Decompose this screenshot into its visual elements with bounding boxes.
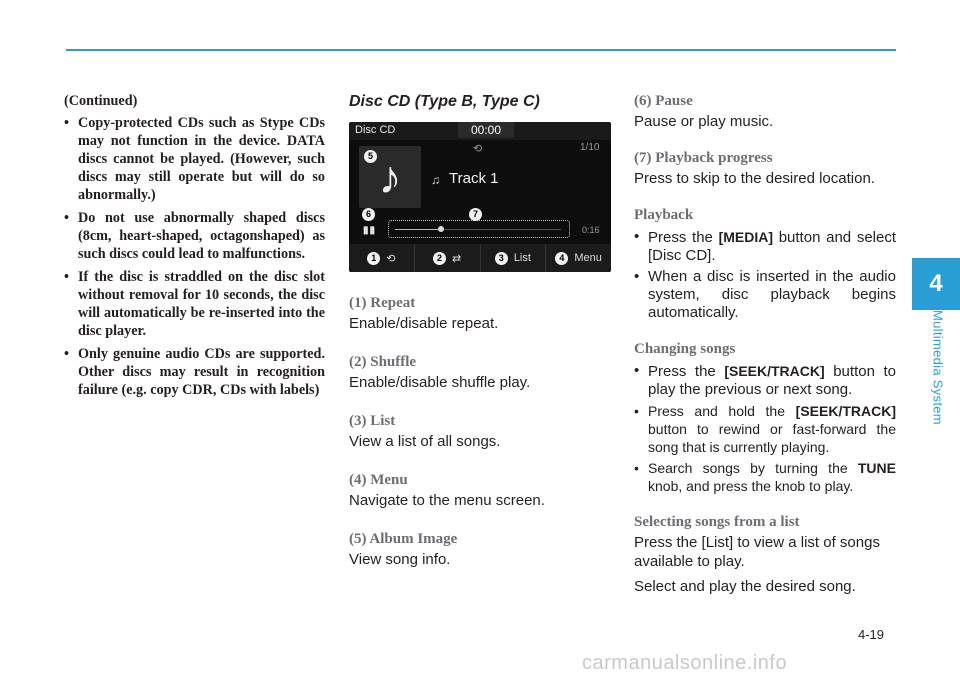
section-title: Disc CD (Type B, Type C) <box>349 93 540 110</box>
item-text: button and select [Disc CD]. <box>648 229 896 264</box>
section-heading: Playback <box>634 207 694 223</box>
list-item: • Do not use abnormally shaped discs (8cm, heart-shaped, octagonshaped) as such discs could lead to malfunctions. <box>64 209 325 263</box>
item-text: When a disc is inserted in the audio system, disc playback begins automatically. <box>648 268 896 321</box>
section-text: View song info. <box>349 551 451 568</box>
repeat-button[interactable] <box>349 244 415 272</box>
repeat-status-icon: ⟲ <box>473 143 483 155</box>
button-descriptions <box>349 294 611 569</box>
playback-list <box>634 228 896 322</box>
section-heading: (1) Repeat <box>349 295 416 311</box>
section-repeat <box>349 294 611 333</box>
elapsed-time: 0:16 <box>582 225 600 235</box>
callout-number: 1 <box>367 252 380 265</box>
section-heading: (6) Pause <box>634 93 693 109</box>
keyword: [SEEK/TRACK] <box>724 363 825 379</box>
item-text: button to play the previous or next song. <box>648 363 896 398</box>
callout-number: 3 <box>495 252 508 265</box>
music-note-icon: ♪ <box>378 151 402 203</box>
page-number: 4-19 <box>858 627 885 642</box>
notes-list <box>64 114 325 399</box>
chapter-label: Multimedia System <box>930 310 946 425</box>
list-button[interactable] <box>481 244 547 272</box>
callout-progress: 7 <box>469 208 482 221</box>
control-bar <box>349 244 611 272</box>
list-item <box>634 228 896 265</box>
shuffle-icon: ⇄ <box>452 252 462 265</box>
changing-list <box>634 362 896 495</box>
section-heading: (3) List <box>349 413 396 429</box>
watermark: carmanualsonline.info <box>582 652 788 674</box>
shuffle-button[interactable] <box>415 244 481 272</box>
callout-album: 5 <box>364 150 377 163</box>
list-item <box>634 402 896 456</box>
section-text: Enable/disable shuffle play. <box>349 374 531 391</box>
list-item: • Copy-protected CDs such as Stype CDs may not function in the device. DATA discs cannot be played. (However, such discs may still operate but will do so abnormally.) <box>64 114 325 204</box>
column-disc-cd <box>349 92 611 589</box>
section-heading: (7) Playback progress <box>634 150 773 166</box>
section-heading: Changing songs <box>634 341 736 357</box>
section-heading: (4) Menu <box>349 472 408 488</box>
section-text: Enable/disable repeat. <box>349 315 499 332</box>
keyword: [MEDIA] <box>718 229 774 245</box>
callout-pause: 6 <box>362 208 375 221</box>
chapter-number-tab: 4 <box>912 258 960 310</box>
section-text: Select and play the desired song. <box>634 578 856 595</box>
section-pause <box>634 92 896 131</box>
section-changing-songs <box>634 340 896 495</box>
section-text: Press the [List] to view a list of songs available to play. <box>634 534 880 570</box>
item-text: Search songs by turning the <box>648 460 858 476</box>
menu-button[interactable] <box>546 244 611 272</box>
section-text: View a list of all songs. <box>349 433 501 450</box>
section-progress <box>634 149 896 188</box>
menu-label: Menu <box>574 252 602 264</box>
section-list <box>349 412 611 451</box>
progress-fill <box>395 229 441 230</box>
column-notes <box>64 92 325 404</box>
callout-number: 2 <box>433 252 446 265</box>
track-note-icon: ♫ <box>431 173 440 187</box>
section-album-image <box>349 530 611 569</box>
list-item <box>634 268 896 322</box>
list-item <box>634 362 896 399</box>
item-text: button to rewind or fast-forward the song that is currently playing. <box>648 421 896 455</box>
repeat-icon: ⟲ <box>386 252 396 265</box>
item-text: Press the <box>648 229 719 246</box>
item-text: knob, and press the knob to play. <box>648 478 854 494</box>
section-menu <box>349 471 611 510</box>
section-heading: (5) Album Image <box>349 531 458 547</box>
pause-icon[interactable]: ▮▮ <box>363 225 377 236</box>
top-rule <box>66 49 896 51</box>
section-text: Press to skip to the desired location. <box>634 170 875 187</box>
screen-title: Disc CD <box>355 124 396 136</box>
keyword: [SEEK/TRACK] <box>795 403 896 419</box>
list-item: • If the disc is straddled on the disc slot without removal for 10 seconds, the disc will automatically be re-inserted into the disc player. <box>64 268 325 340</box>
list-item <box>634 459 896 495</box>
item-text: Press and hold the <box>648 403 796 419</box>
keyword: TUNE <box>857 460 896 476</box>
section-heading: Selecting songs from a list <box>634 514 800 530</box>
column-playback <box>634 92 896 616</box>
track-name: Track 1 <box>449 170 499 187</box>
item-text: Press the <box>648 363 725 380</box>
section-text: Pause or play music. <box>634 113 774 130</box>
section-heading: (2) Shuffle <box>349 354 417 370</box>
section-selecting-songs <box>634 513 896 596</box>
callout-number: 4 <box>555 252 568 265</box>
section-playback <box>634 206 896 322</box>
list-label: List <box>513 252 531 264</box>
time-display: 00:00 <box>458 122 514 138</box>
track-count: 1/10 <box>580 142 600 153</box>
disc-cd-screen <box>349 122 611 272</box>
section-text: Navigate to the menu screen. <box>349 492 545 509</box>
section-shuffle <box>349 353 611 392</box>
continued-label: (Continued) <box>64 93 138 109</box>
list-item: • Only genuine audio CDs are supported. Other discs may result in recognition failure (e.g. copy CDR, CDs with labels) <box>64 345 325 399</box>
